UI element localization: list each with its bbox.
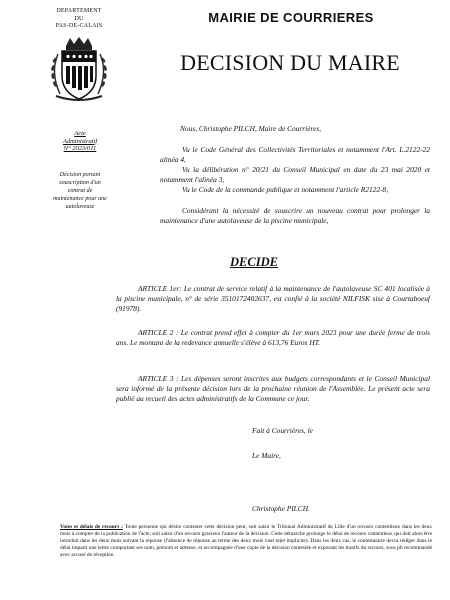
- page-title: DECISION DU MAIRE: [180, 50, 400, 75]
- vu-cgct: Vu le Code Général des Collectivités Territoriales et notamment l'Art. L.2122-22 alinéa 4,: [160, 145, 430, 164]
- vu-commande-publique: Vu le Code de la commande publique et notamment l'article R2122-8,: [182, 185, 389, 194]
- department-line: DU: [74, 15, 84, 22]
- decide-heading: DECIDE: [230, 255, 278, 269]
- acte-number: N° 2023/011: [63, 145, 97, 152]
- intro-text: Nous, Christophe PILCH, Maire de Courrières,: [180, 124, 322, 133]
- article-2: ARTICLE 2 : Le contrat prend effet à compter du 1er mars 2023 pour une durée ferme de trois ans. Le montant de la redevance annuelle s'élève à 613,76 Euros HT.: [116, 328, 430, 347]
- le-maire: Le Maire,: [252, 451, 281, 460]
- department-block: [44, 8, 114, 31]
- coat-of-arms-icon: [44, 36, 114, 102]
- subject-line: contrat de: [67, 188, 93, 194]
- subject-line: autolaveuse: [65, 204, 95, 210]
- subject-line: souscription d'un: [59, 180, 101, 186]
- department-line: DEPARTEMENT: [56, 8, 102, 14]
- vu-deliberation: Vu la délibération n° 20/21 du Conseil Municipal en date du 23 mai 2020 et notamment l'alinéa 3,: [160, 165, 430, 184]
- acte-line: Acte: [74, 130, 86, 137]
- department-line: PAS-DE-CALAIS: [55, 23, 103, 29]
- signature: Christophe PILCH.: [252, 504, 310, 513]
- subject-line: Décision portant: [59, 172, 101, 178]
- acte-line: Administratif: [62, 137, 98, 145]
- article-3: ARTICLE 3 : Les dépenses seront inscrites aux budgets correspondants et le Conseil Municipal sera informé de la présente décision lors de la prochaine réunion de l'Assemblée. Le présent acte sera publié au recueil des actes administratifs de la Commune ce jour.: [116, 374, 430, 403]
- article-1: ARTICLE 1er: Le contrat de service relatif à la maintenance de l'autolaveuse SC 401 localisée à la piscine municipale, n° de série 3510172402637, est confié à la société NILFISK sise à Courtaboeuf (91978).: [116, 284, 430, 313]
- recourse-lead: Voies et délais de recours :: [60, 524, 123, 530]
- fait-a: Fait à Courrières, le: [252, 426, 313, 435]
- considerant: Considérant la nécessité de souscrire un nouveau contrat pour prolonger la maintenance d'une autolaveuse de la piscine municipale,: [160, 206, 430, 225]
- recourse-text: Toute personne qui désire contester cette décision peut, soit saisir le Tribunal Administratif de Lille d'un recours contentieux dans les deux mois à compter de la publication de l'acte, soit saisir d'un recours gracieux l'auteur de la décision. Cette démarche prolonge le délai de recours contentieux qui doit alors être introduit dans les deux mois suivant la réponse (l'absence de réponse au terme des deux mois vaut rejet implicite). Dans les deux cas, le contestataire devra rédiger dans le délai imparti une lettre comportant ses nom, prénom et adresse, et accompagnée d'une copie de la décision contestée et exposant les motifs du recours, sous pli recommandé avec accusé de réception.: [60, 524, 432, 559]
- decision-subject: [40, 171, 120, 211]
- mairie-heading: MAIRIE DE COURRIERES: [208, 10, 374, 25]
- recourse-notice: [60, 524, 432, 559]
- subject-line: maintenance pour une: [53, 196, 107, 202]
- acte-reference: [40, 130, 120, 153]
